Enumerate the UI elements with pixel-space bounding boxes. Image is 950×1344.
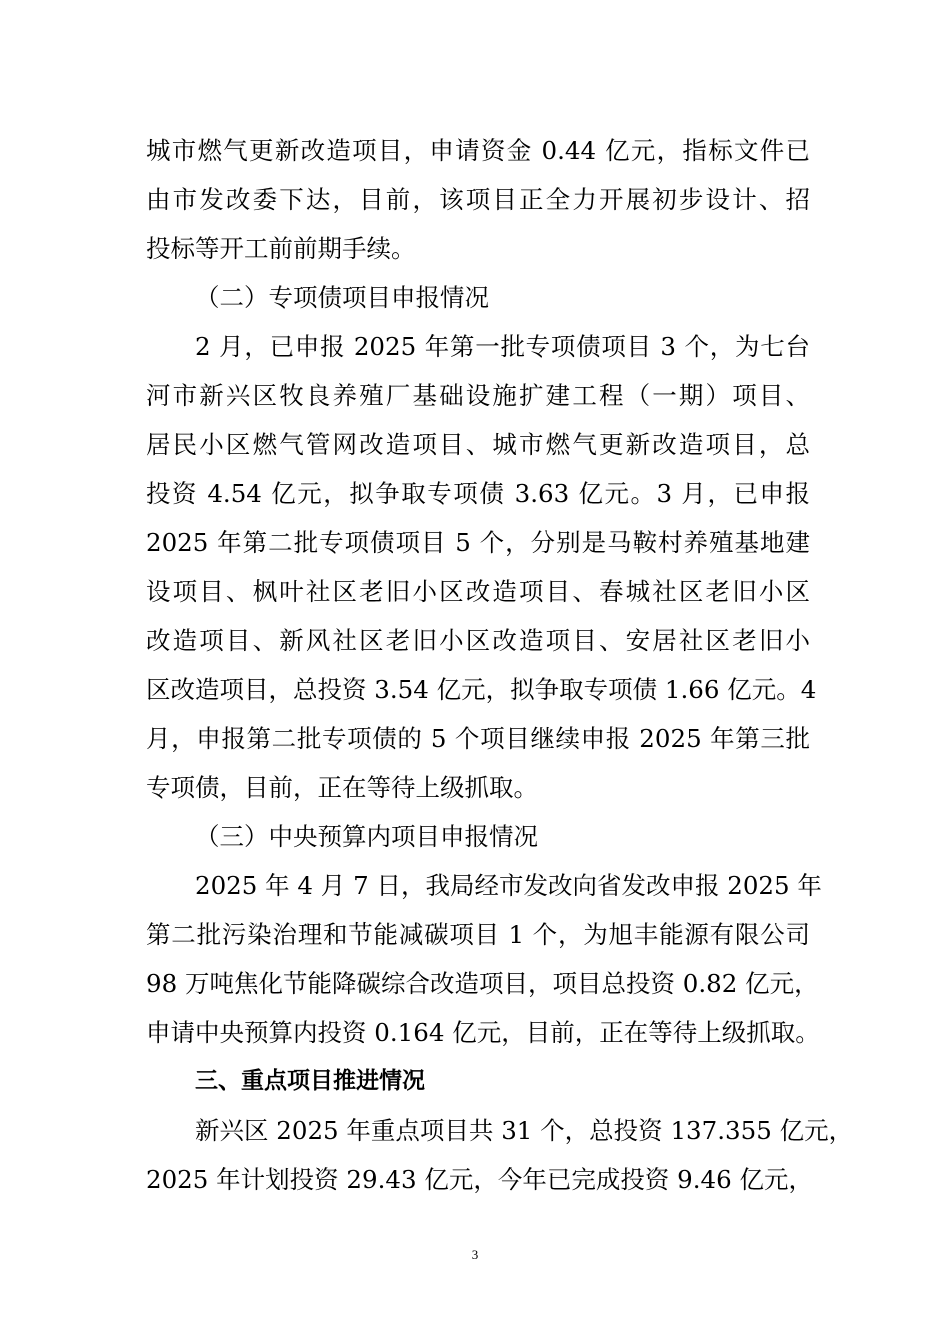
section-subheading: （二）专项债项目申报情况	[195, 283, 489, 312]
paragraph-line: 设项目、枫叶社区老旧小区改造项目、春城社区老旧小区	[146, 577, 810, 606]
body-text	[146, 126, 854, 1204]
section-heading: 三、重点项目推进情况	[195, 1068, 425, 1094]
paragraph-line: 河市新兴区牧良养殖厂基础设施扩建工程（一期）项目、	[146, 381, 810, 410]
paragraph-line: 投标等开工前前期手续。	[146, 234, 416, 263]
paragraph-line: 申请中央预算内投资 0.164 亿元，目前，正在等待上级抓取。	[146, 1018, 820, 1047]
section-subheading: （三）中央预算内项目申报情况	[195, 822, 538, 851]
paragraph-line: 新兴区 2025 年重点项目共 31 个，总投资 137.355 亿元，	[195, 1116, 854, 1145]
paragraph-line: 改造项目、新风社区老旧小区改造项目、安居社区老旧小	[146, 626, 810, 655]
paragraph-line: 专项债，目前，正在等待上级抓取。	[146, 773, 538, 802]
paragraph-line: 第二批污染治理和节能减碳项目 1 个，为旭丰能源有限公司	[146, 920, 810, 949]
paragraph-line: 由市发改委下达，目前，该项目正全力开展初步设计、招	[146, 185, 810, 214]
paragraph-line: 区改造项目，总投资 3.54 亿元，拟争取专项债 1.66 亿元。4	[146, 675, 817, 704]
paragraph-line: 2025 年第二批专项债项目 5 个，分别是马鞍村养殖基地建	[146, 528, 810, 557]
paragraph-line: 2025 年 4 月 7 日，我局经市发改向省发改申报 2025 年	[195, 871, 822, 900]
paragraph-line: 居民小区燃气管网改造项目、城市燃气更新改造项目，总	[146, 430, 810, 459]
paragraph-line: 2025 年计划投资 29.43 亿元，今年已完成投资 9.46 亿元，	[146, 1165, 813, 1194]
paragraph-line: 月，申报第二批专项债的 5 个项目继续申报 2025 年第三批	[146, 724, 810, 753]
paragraph-line: 2 月，已申报 2025 年第一批专项债项目 3 个，为七台	[195, 332, 810, 361]
paragraph-line: 投资 4.54 亿元，拟争取专项债 3.63 亿元。3 月，已申报	[146, 479, 810, 508]
page-number: 3	[471, 1247, 479, 1262]
paragraph-line: 98 万吨焦化节能降碳综合改造项目，项目总投资 0.82 亿元，	[146, 969, 819, 998]
paragraph-line: 城市燃气更新改造项目，申请资金 0.44 亿元，指标文件已	[146, 136, 810, 165]
